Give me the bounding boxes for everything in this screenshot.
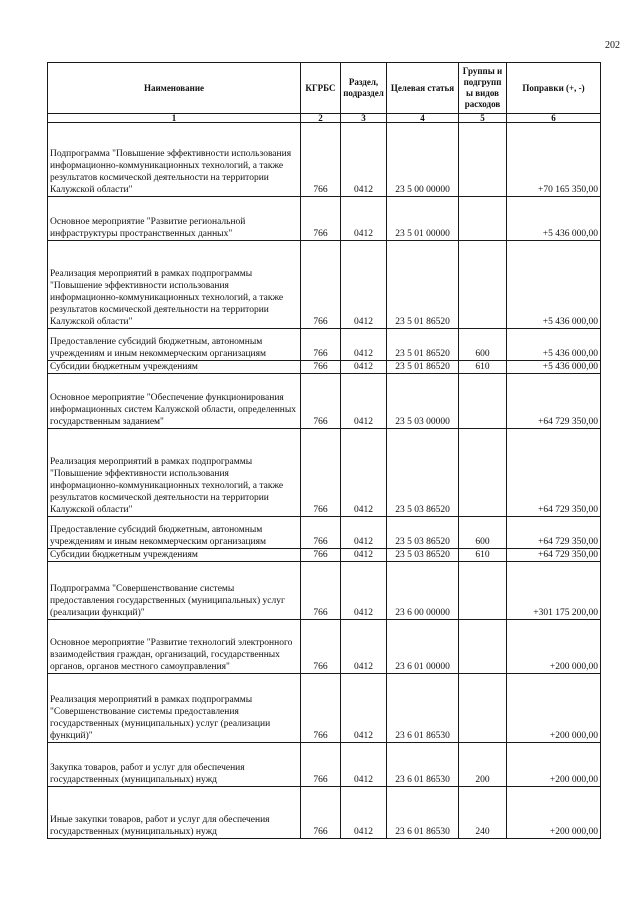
row-expense-group: [459, 197, 507, 241]
row-section: 0412: [341, 620, 387, 674]
row-kgrbs: 766: [301, 241, 341, 329]
table-row: [48, 517, 601, 549]
table-row: [48, 361, 601, 374]
row-section: 0412: [341, 429, 387, 517]
row-amendment-amount: +5 436 000,00: [507, 241, 601, 329]
row-target-article: 23 5 03 86520: [387, 517, 459, 549]
row-target-article: 23 6 01 86530: [387, 787, 459, 839]
column-number: 2: [301, 114, 341, 123]
row-amendment-amount: +5 436 000,00: [507, 197, 601, 241]
row-section: 0412: [341, 329, 387, 361]
row-kgrbs: 766: [301, 517, 341, 549]
row-expense-group: [459, 241, 507, 329]
row-expense-group: 600: [459, 329, 507, 361]
row-kgrbs: 766: [301, 361, 341, 374]
row-amendment-amount: +200 000,00: [507, 743, 601, 787]
row-target-article: 23 5 00 00000: [387, 123, 459, 197]
row-name: Субсидии бюджетным учреждениям: [48, 361, 301, 374]
row-name: Основное мероприятие "Развитие технологий электронного взаимодействия граждан, организаций, государственных органов, органов местного самоуправления": [48, 620, 301, 674]
row-kgrbs: 766: [301, 329, 341, 361]
row-target-article: 23 5 03 86520: [387, 549, 459, 562]
row-name: Подпрограмма "Совершенствование системы предоставления государственных (муниципальных) услуг (реализации функций)": [48, 562, 301, 620]
row-amendment-amount: +64 729 350,00: [507, 517, 601, 549]
column-number: 1: [48, 114, 301, 123]
column-number-row: [48, 114, 601, 123]
row-section: 0412: [341, 517, 387, 549]
header-amendments: Поправки (+, -): [507, 63, 601, 114]
row-section: 0412: [341, 123, 387, 197]
row-kgrbs: 766: [301, 374, 341, 429]
table-row: [48, 329, 601, 361]
table-row: [48, 374, 601, 429]
row-kgrbs: 766: [301, 123, 341, 197]
row-expense-group: [459, 674, 507, 743]
row-amendment-amount: +5 436 000,00: [507, 329, 601, 361]
row-target-article: 23 6 01 86530: [387, 743, 459, 787]
column-number: 4: [387, 114, 459, 123]
row-kgrbs: 766: [301, 787, 341, 839]
column-number: 6: [507, 114, 601, 123]
row-section: 0412: [341, 743, 387, 787]
row-kgrbs: 766: [301, 197, 341, 241]
row-name: Реализация мероприятий в рамках подпрограммы "Совершенствование системы предоставления государственных (муниципальных) услуг (реализации функций)": [48, 674, 301, 743]
row-amendment-amount: +5 436 000,00: [507, 361, 601, 374]
table-row: [48, 197, 601, 241]
column-number: 3: [341, 114, 387, 123]
row-expense-group: [459, 620, 507, 674]
row-amendment-amount: +64 729 350,00: [507, 429, 601, 517]
row-expense-group: 600: [459, 517, 507, 549]
row-target-article: 23 6 00 00000: [387, 562, 459, 620]
row-name: Закупка товаров, работ и услуг для обеспечения государственных (муниципальных) нужд: [48, 743, 301, 787]
row-amendment-amount: +200 000,00: [507, 787, 601, 839]
header-target: Целевая статья: [387, 63, 459, 114]
row-expense-group: 610: [459, 549, 507, 562]
row-name: Предоставление субсидий бюджетным, автономным учреждениям и иным некоммерческим организациям: [48, 329, 301, 361]
row-name: Предоставление субсидий бюджетным, автономным учреждениям и иным некоммерческим организациям: [48, 517, 301, 549]
table-row: [48, 123, 601, 197]
page-number: 202: [605, 40, 620, 51]
row-amendment-amount: +64 729 350,00: [507, 549, 601, 562]
row-target-article: 23 5 03 86520: [387, 429, 459, 517]
table-row: [48, 429, 601, 517]
row-amendment-amount: +70 165 350,00: [507, 123, 601, 197]
row-target-article: 23 5 03 00000: [387, 374, 459, 429]
header-groups: Группы и подгрупп ы видов расходов: [459, 63, 507, 114]
row-expense-group: [459, 562, 507, 620]
table-row: [48, 743, 601, 787]
row-target-article: 23 5 01 86520: [387, 241, 459, 329]
row-name: Подпрограмма "Повышение эффективности использования информационно-коммуникационных технологий, а также результатов космической деятельности на территории Калужской области": [48, 123, 301, 197]
table-header-row: [48, 63, 601, 114]
row-expense-group: [459, 429, 507, 517]
header-section: Раздел, подраздел: [341, 63, 387, 114]
row-section: 0412: [341, 361, 387, 374]
row-target-article: 23 5 01 86520: [387, 361, 459, 374]
column-number: 5: [459, 114, 507, 123]
row-target-article: 23 6 01 86530: [387, 674, 459, 743]
row-expense-group: 200: [459, 743, 507, 787]
row-section: 0412: [341, 197, 387, 241]
row-expense-group: 240: [459, 787, 507, 839]
row-name: Основное мероприятие "Обеспечение функционирования информационных систем Калужской области, определенных государственным заданием": [48, 374, 301, 429]
row-expense-group: [459, 374, 507, 429]
row-amendment-amount: +200 000,00: [507, 620, 601, 674]
row-amendment-amount: +64 729 350,00: [507, 374, 601, 429]
row-section: 0412: [341, 549, 387, 562]
row-name: Реализация мероприятий в рамках подпрограммы "Повышение эффективности использования информационно-коммуникационных технологий, а также результатов космической деятельности на территории Калужской области": [48, 241, 301, 329]
row-kgrbs: 766: [301, 429, 341, 517]
row-section: 0412: [341, 562, 387, 620]
table-row: [48, 562, 601, 620]
table-row: [48, 787, 601, 839]
table-row: [48, 674, 601, 743]
row-section: 0412: [341, 374, 387, 429]
row-kgrbs: 766: [301, 562, 341, 620]
row-name: Субсидии бюджетным учреждениям: [48, 549, 301, 562]
row-kgrbs: 766: [301, 549, 341, 562]
row-kgrbs: 766: [301, 674, 341, 743]
row-amendment-amount: +200 000,00: [507, 674, 601, 743]
row-section: 0412: [341, 674, 387, 743]
row-name: Иные закупки товаров, работ и услуг для обеспечения государственных (муниципальных) нужд: [48, 787, 301, 839]
table-row: [48, 241, 601, 329]
budget-amendments-table: [47, 62, 601, 839]
row-name: Реализация мероприятий в рамках подпрограммы "Повышение эффективности использования информационно-коммуникационных технологий, а также результатов космической деятельности на территории Калужской области": [48, 429, 301, 517]
header-kgrbs: КГРБС: [301, 63, 341, 114]
row-expense-group: [459, 123, 507, 197]
row-kgrbs: 766: [301, 743, 341, 787]
row-section: 0412: [341, 787, 387, 839]
table-row: [48, 549, 601, 562]
table-row: [48, 620, 601, 674]
row-section: 0412: [341, 241, 387, 329]
row-name: Основное мероприятие "Развитие региональной инфраструктуры пространственных данных": [48, 197, 301, 241]
row-amendment-amount: +301 175 200,00: [507, 562, 601, 620]
row-target-article: 23 5 01 00000: [387, 197, 459, 241]
header-name: Наименование: [48, 63, 301, 114]
row-target-article: 23 5 01 86520: [387, 329, 459, 361]
row-expense-group: 610: [459, 361, 507, 374]
row-target-article: 23 6 01 00000: [387, 620, 459, 674]
row-kgrbs: 766: [301, 620, 341, 674]
